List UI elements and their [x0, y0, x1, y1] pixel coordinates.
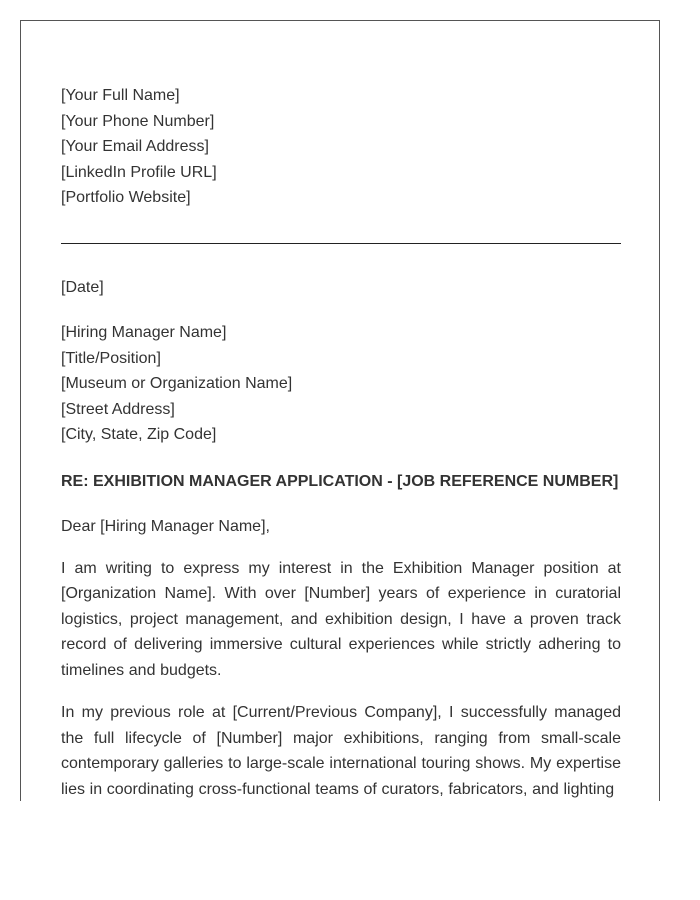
subject-line: RE: EXHIBITION MANAGER APPLICATION - [JOB REFERENCE NUMBER]	[61, 472, 619, 490]
body-paragraph-2: In my previous role at [Current/Previous Company], I successfully managed the full lifecycle of [Number] major exhibitions, ranging from small-scale contemporary galleries to large-scale international touring shows. My expertise lies in coordinating cross-functional teams of curators, fabricators, and lighting	[61, 704, 621, 798]
salutation: Dear [Hiring Manager Name],	[61, 517, 270, 535]
recipient-organization: [Museum or Organization Name]	[61, 375, 293, 392]
sender-block	[61, 83, 621, 211]
sender-linkedin: [LinkedIn Profile URL]	[61, 163, 217, 181]
recipient-city-state-zip: [City, State, Zip Code]	[61, 426, 217, 443]
recipient-name: [Hiring Manager Name]	[61, 324, 227, 341]
sender-phone: [Your Phone Number]	[61, 112, 215, 130]
recipient-title: [Title/Position]	[61, 349, 161, 367]
sender-portfolio: [Portfolio Website]	[61, 189, 191, 206]
sender-email: [Your Email Address]	[61, 138, 209, 155]
header-divider	[61, 243, 621, 244]
recipient-street: [Street Address]	[61, 400, 175, 418]
letter-page	[20, 20, 660, 801]
body-paragraph-1: I am writing to express my interest in the Exhibition Manager position at [Organization Name]. With over [Number] years of experience in curatorial logistics, project management, and exhibition design, I have a proven track record of delivering immersive cultural experiences while strictly adhering to timelines and budgets.	[61, 559, 621, 679]
sender-name: [Your Full Name]	[61, 87, 180, 104]
letter-date: [Date]	[61, 278, 104, 296]
recipient-block	[61, 320, 621, 448]
letter-content	[61, 83, 621, 801]
